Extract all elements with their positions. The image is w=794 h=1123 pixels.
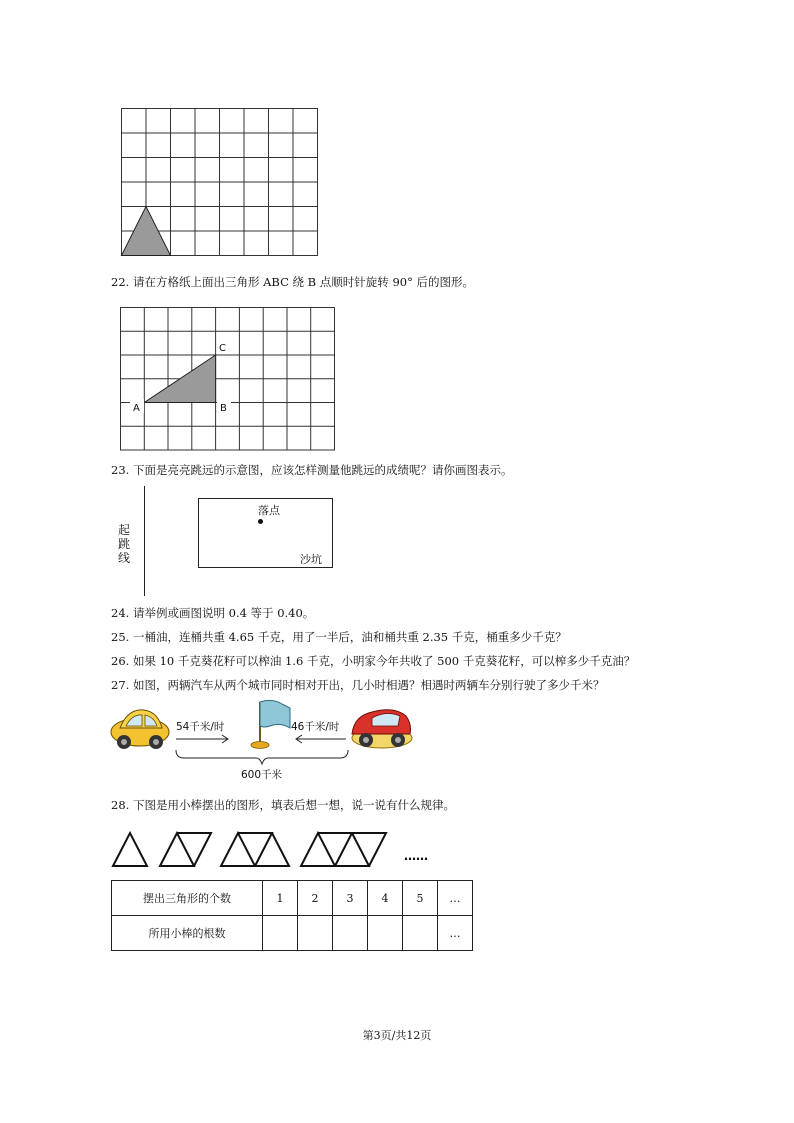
landing-dot	[258, 519, 263, 524]
row-header-sticks: 所用小棒的根数	[112, 916, 263, 951]
question-24: 24. 请举例或画图说明 0.4 等于 0.40。	[111, 606, 315, 620]
table-cell: 1	[263, 881, 298, 916]
start-line-label: 起跳线	[118, 523, 131, 565]
table-cell[interactable]	[368, 916, 403, 951]
question-28: 28. 下图是用小棒摆出的图形，填表后想一想，说一说有什么规律。	[111, 798, 455, 812]
label-c: C	[219, 343, 226, 354]
table-cell[interactable]	[298, 916, 333, 951]
label-b: B	[220, 403, 227, 414]
question-26: 26. 如果 10 千克葵花籽可以榨油 1.6 千克，小明家今年共收了 500 千克葵花籽，可以榨多少千克油？	[111, 654, 636, 668]
table-cell: 2	[298, 881, 333, 916]
page-footer: 第3页/共12页	[362, 1029, 432, 1042]
row-header-triangles: 摆出三角形的个数	[112, 881, 263, 916]
distance-label: 600千米	[241, 769, 283, 781]
question-22: 22. 请在方格纸上面出三角形 ABC 绕 B 点顺时针旋转 90° 后的图形。	[111, 275, 474, 289]
table-cell[interactable]	[403, 916, 438, 951]
table-cell[interactable]	[333, 916, 368, 951]
stick-triangles-figure	[108, 828, 438, 870]
triangle-group-3	[221, 833, 289, 866]
speed-right-label: 46千米/时	[291, 721, 340, 733]
table-cell: 3	[333, 881, 368, 916]
table-cell: 4	[368, 881, 403, 916]
yellow-car-icon	[111, 710, 169, 749]
table-cell[interactable]	[263, 916, 298, 951]
question-25: 25. 一桶油，连桶共重 4.65 千克，用了一半后，油和桶共重 2.35 千克，桶重多少千克？	[111, 630, 567, 644]
pattern-table	[111, 880, 473, 951]
start-line	[144, 486, 145, 596]
continuation-ellipsis: ……	[404, 849, 428, 863]
sandpit-label: 沙坑	[300, 553, 322, 566]
flag-icon	[251, 700, 290, 748]
table-cell: …	[438, 881, 473, 916]
question-27: 27. 如图，两辆汽车从两个城市同时相对开出，几小时相遇？相遇时两辆车分别行驶了多少千米？	[111, 678, 605, 692]
grid-figure-2	[118, 306, 338, 452]
landing-label: 落点	[258, 504, 280, 517]
triangle-group-1	[113, 833, 147, 866]
red-car-icon	[352, 710, 412, 748]
label-a: A	[133, 403, 140, 414]
cars-diagram	[110, 698, 415, 784]
question-23: 23. 下面是亮亮跳远的示意图，应该怎样测量他跳远的成绩呢？请你画图表示。	[111, 463, 513, 477]
table-cell: …	[438, 916, 473, 951]
table-row	[112, 881, 473, 916]
table-cell: 5	[403, 881, 438, 916]
table-row	[112, 916, 473, 951]
triangle-group-2	[160, 833, 211, 866]
triangle-group-4	[301, 833, 386, 866]
grid-figure-1	[120, 107, 320, 259]
speed-left-label: 54千米/时	[176, 721, 225, 733]
